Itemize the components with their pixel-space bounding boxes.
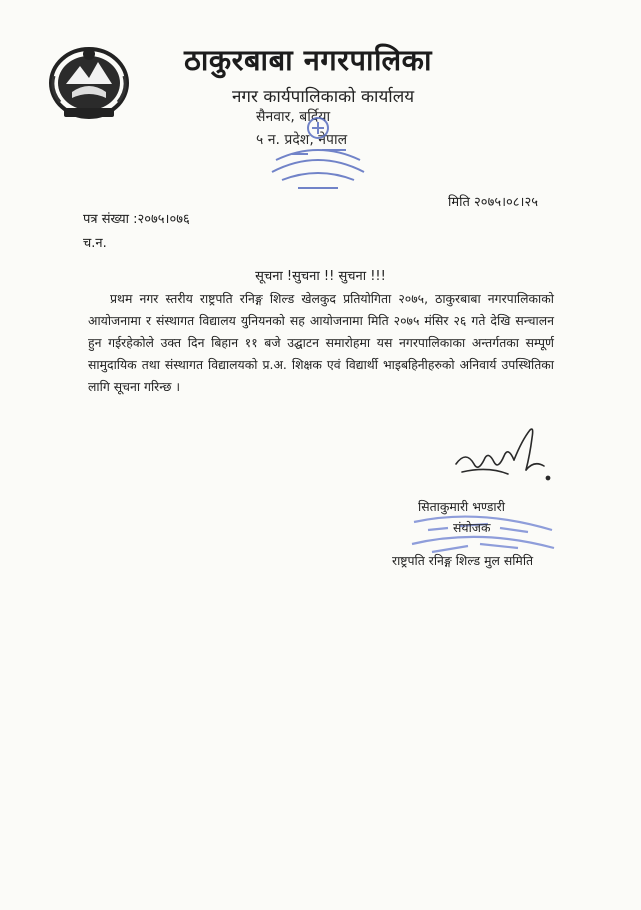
- notice-body: प्रथम नगर स्तरीय राष्ट्रपति रनिङ्ग शिल्ड खेलकुद प्रतियोगिता २०७५, ठाकुरबाबा नगरपालिकाको आयोजनामा र संस्थागत विद्यालय युनियनको सह आयोजनामा मिति २०७५ मंसिर २६ गते देखि सन्चालन हुन गईरहेकोले उक्त दिन बिहान ११ बजे उद्घाटन समारोहमा यस नगरपालिकाका अन्तर्गतका सम्पूर्ण सामुदायिक तथा संस्थागत विद्यालयको प्र.अ. शिक्षक एवं विद्यार्थी भाइबहिनीहरुको अनिवार्य उपस्थितिका लागि सूचना गरिन्छ ।: [88, 291, 554, 394]
- office-subtitle: नगर कार्यपालिकाको कार्यालय: [232, 87, 415, 107]
- office-province: ५ न. प्रदेश, नेपाल: [256, 132, 348, 148]
- signatory-name: सिताकुमारी भण्डारी: [418, 499, 505, 514]
- government-emblem-icon: [46, 40, 132, 122]
- handwritten-signature-icon: [448, 420, 558, 488]
- dispatch-number: च.न.: [83, 236, 107, 251]
- municipality-title: ठाकुरबाबा नगरपालिका: [184, 43, 432, 77]
- signatory-committee: राष्ट्रपति रनिङ्ग शिल्ड मुल समिति: [392, 553, 534, 568]
- signatory-role: संयोजक: [453, 520, 491, 535]
- office-location: सैनवार, बर्दिया: [256, 109, 331, 125]
- letter-date: मिति २०७५।०८।२५: [448, 195, 538, 210]
- notice-heading: सूचना !सुचना !! सुचना !!!: [255, 269, 386, 284]
- municipality-stamp-icon: [262, 110, 374, 196]
- reference-number: पत्र संख्या :२०७५।०७६: [83, 212, 190, 227]
